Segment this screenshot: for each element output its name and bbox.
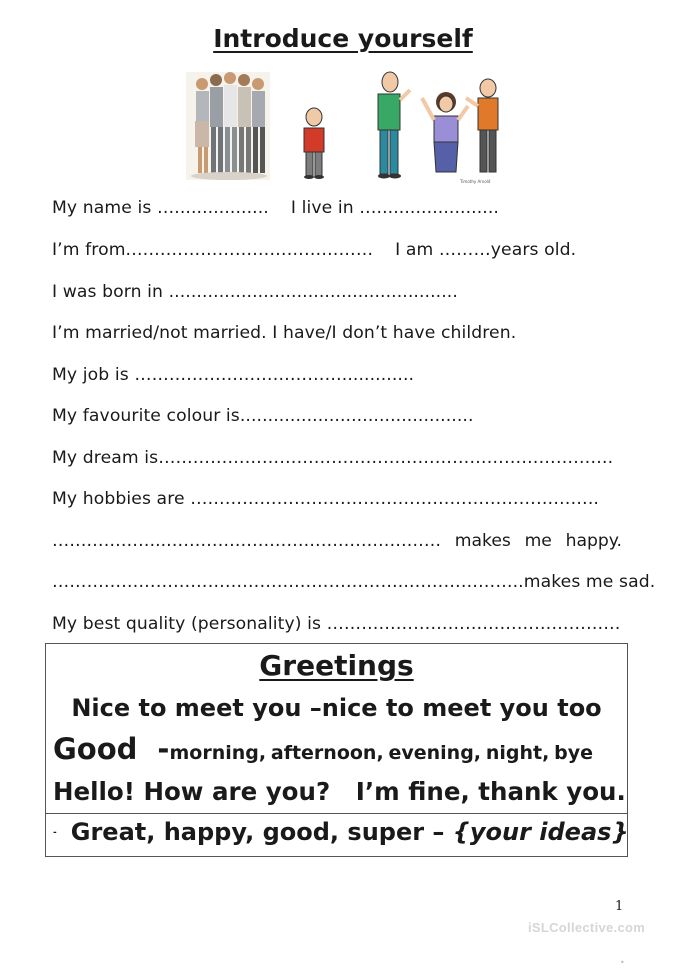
greetings-line-hello: Hello! How are you? I’m fine, thank you.: [53, 777, 626, 806]
line-quality: My best quality (personality) is ……………………………………………: [52, 614, 621, 634]
greetings-line-good: [53, 732, 623, 766]
happy-word: happy.: [565, 531, 622, 551]
business-group-image: [186, 72, 270, 180]
adjectives-line: [53, 818, 629, 846]
tiny-mark: •: [620, 958, 625, 967]
line-sad: ……………………………………………………..………………..makes me sad.: [52, 572, 656, 592]
your-ideas-text: {your ideas}: [452, 818, 629, 846]
boy-cartoon-image: [304, 108, 324, 179]
greetings-title: Greetings: [259, 649, 414, 682]
line-married: I’m married/not married. I have/I don’t have children.: [52, 323, 517, 343]
time-word: night,: [485, 742, 550, 764]
from-prompt: I’m from.……………………………………: [52, 240, 374, 260]
good-dash: -: [157, 732, 170, 766]
good-word: Good: [53, 732, 138, 766]
time-word: bye: [554, 742, 593, 764]
time-word: morning,: [169, 742, 267, 764]
line-born: I was born in ....................................................: [52, 282, 458, 302]
line-colour: My favourite colour is..........................................: [52, 406, 474, 426]
page-number: 1: [615, 899, 624, 914]
line-job: My job is ……………………………….............: [52, 365, 415, 385]
line-dream: My dream is…………………………………………………………………….: [52, 448, 614, 468]
line-from: [52, 240, 576, 260]
times-of-day: [169, 742, 623, 764]
watermark: iSLCollective.com: [528, 920, 646, 935]
line-hobbies: My hobbies are ……………………………………………………………..: [52, 489, 599, 509]
happy-word: makes: [454, 531, 511, 551]
line-happy: [52, 531, 622, 551]
adjectives-text: Great, happy, good, super –: [70, 818, 453, 846]
greetings-box: [45, 643, 628, 814]
people-talking-cartoon-image: [378, 72, 498, 184]
live-prompt: I live in …......................: [290, 198, 499, 218]
name-prompt: My name is ….................: [52, 198, 269, 218]
page-title: Introduce yourself: [213, 24, 473, 53]
time-word: evening,: [388, 742, 482, 764]
adjectives-box: [45, 814, 628, 857]
illustration-signature: Timothy Arnold: [460, 179, 491, 184]
greetings-line-nice: Nice to meet you –nice to meet you too: [71, 694, 602, 722]
line-name: [52, 198, 499, 218]
bullet-mark: -: [53, 828, 57, 838]
age-prompt: I am ………years old.: [395, 240, 577, 260]
time-word: afternoon,: [270, 742, 384, 764]
happy-word: me: [524, 531, 552, 551]
happy-blank: ………………..…………………………………………: [52, 531, 442, 551]
people-illustration: [172, 66, 512, 186]
